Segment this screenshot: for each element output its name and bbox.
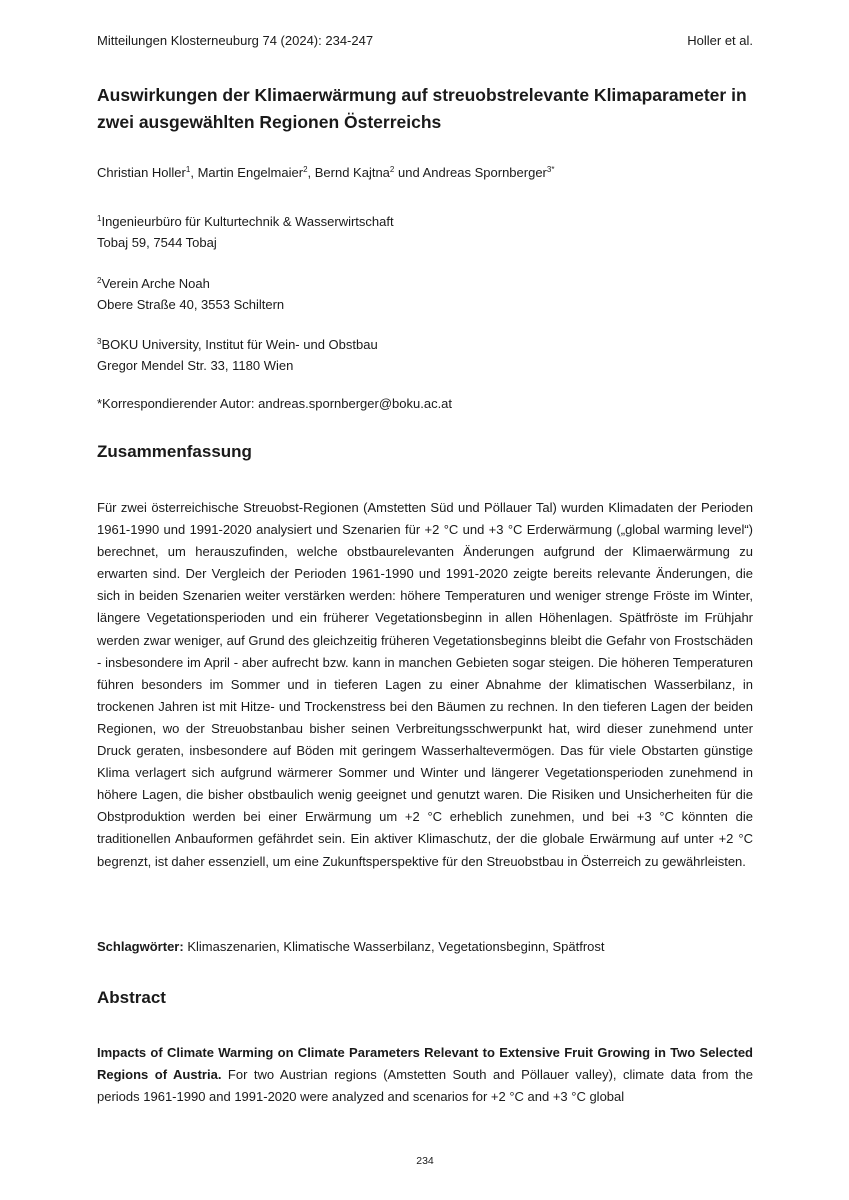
corresponding-author: *Korrespondierender Autor: andreas.spornberger@boku.ac.at — [97, 396, 453, 411]
keywords-label: Schlagwörter: — [97, 939, 184, 954]
author: Andreas Spornberger$^{3*}$ — [422, 165, 555, 180]
paper-title: Auswirkungen der Klimaerwärmung auf streuobstrelevante Klimaparameter in zwei ausgewählten Regionen Österreichs — [97, 85, 747, 132]
affiliation-3: $^3$BOKU University, Institut für Wein- und Obstbau Gregor Mendel Str. 33, 1180 Wien — [97, 337, 378, 373]
zusammenfassung-heading: Zusammenfassung — [97, 442, 252, 461]
abstract-body: For two Austrian regions (Amstetten South and Pöllauer valley), climate data from the periods 1961-1990 and 1991-2020 were analyzed and scenarios for +2 °C and +3 °C global — [97, 1067, 753, 1105]
author: Bernd Kajtna$^2$ und — [314, 165, 423, 180]
abstract-text — [97, 1042, 753, 1108]
running-header — [97, 33, 753, 48]
author: Christian Holler$^1$, — [97, 165, 198, 180]
abstract-title: Impacts of Climate Warming on Climate Parameters Relevant to Extensive Fruit Growing in Two Selected Regions of Austria. — [97, 1045, 753, 1083]
keywords — [97, 939, 605, 954]
author-list — [97, 165, 554, 180]
header-authors: Holler et al. — [687, 33, 753, 48]
abstract-heading: Abstract — [97, 988, 166, 1007]
journal-citation: Mitteilungen Klosterneuburg 74 (2024): 234-247 — [97, 33, 374, 48]
affiliation-2: $^2$Verein Arche Noah Obere Straße 40, 3553 Schiltern — [97, 276, 285, 312]
affiliation-1: $^1$Ingenieurbüro für Kulturtechnik & Wasserwirtschaft Tobaj 59, 7544 Tobaj — [97, 214, 394, 250]
keywords-text: Klimaszenarien, Klimatische Wasserbilanz, Vegetationsbeginn, Spätfrost — [187, 939, 605, 954]
author: Martin Engelmaier$^2$, — [197, 165, 315, 180]
zusammenfassung-text: Für zwei österreichische Streuobst-Regionen (Amstetten Süd und Pöllauer Tal) wurden Klimadaten der Perioden 1961-1990 und 1991-2020 analysiert und Szenarien für +2 °C und +3 °C Erderwärmung („global warming level“) berechnet, um herauszufinden, welche obstbaurelevanten Änderungen aufgrund der Klimaerwärmung zu erwarten sind. Der Vergleich der Perioden 1961-1990 und 1991-2020 zeigte bereits relevante Änderungen, die sich in beiden Szenarien weiter verstärken werden: höhere Temperaturen und weniger strenge Fröste im Winter, längere Vegetationsperioden und ein früherer Vegetationsbeginn in allen Höhenlagen. Spätfröste im Frühjahr werden zwar weniger, auf Grund des gleichzeitig früheren Vegetationsbeginns bleibt die Gefahr von Frostschäden - insbesondere im April - aber aufrecht bzw. kann in manchen Gebieten sogar steigen. Die höheren Temperaturen führen besonders im Sommer und in tieferen Lagen zu einer Abnahme der klimatischen Wasserbilanz, in trockenen Jahren ist mit Hitze- und Trockenstress bei den Bäumen zu rechnen. In den tieferen Lagen der beiden Regionen, wo der Streuobstanbau bisher seinen Verbreitungsschwerpunkt hat, wird dieser zunehmend unter Druck geraten, insbesondere auf Böden mit geringem Wasserhaltevermögen. Das für viele Obstarten günstige Klima verlagert sich aufgrund wärmerer Sommer und Winter und längerer Vegetationsperioden zunehmend in höhere Lagen, die bisher obstbaulich wenig geeignet und genutzt waren. Die Risiken und Unsicherheiten für die Obstproduktion werden bei einer Erwärmung um +2 °C erheblich zunehmen, und bei +3 °C könnten die traditionellen Anbauformen gefährdet sein. Ein aktiver Klimaschutz, der die globale Erwärmung auf unter +2 °C begrenzt, ist daher essenziell, um eine Zukunftsperspektive für den Streuobstbau in Österreich zu gewährleisten. — [97, 500, 753, 869]
page-number: 234 — [416, 1155, 434, 1167]
